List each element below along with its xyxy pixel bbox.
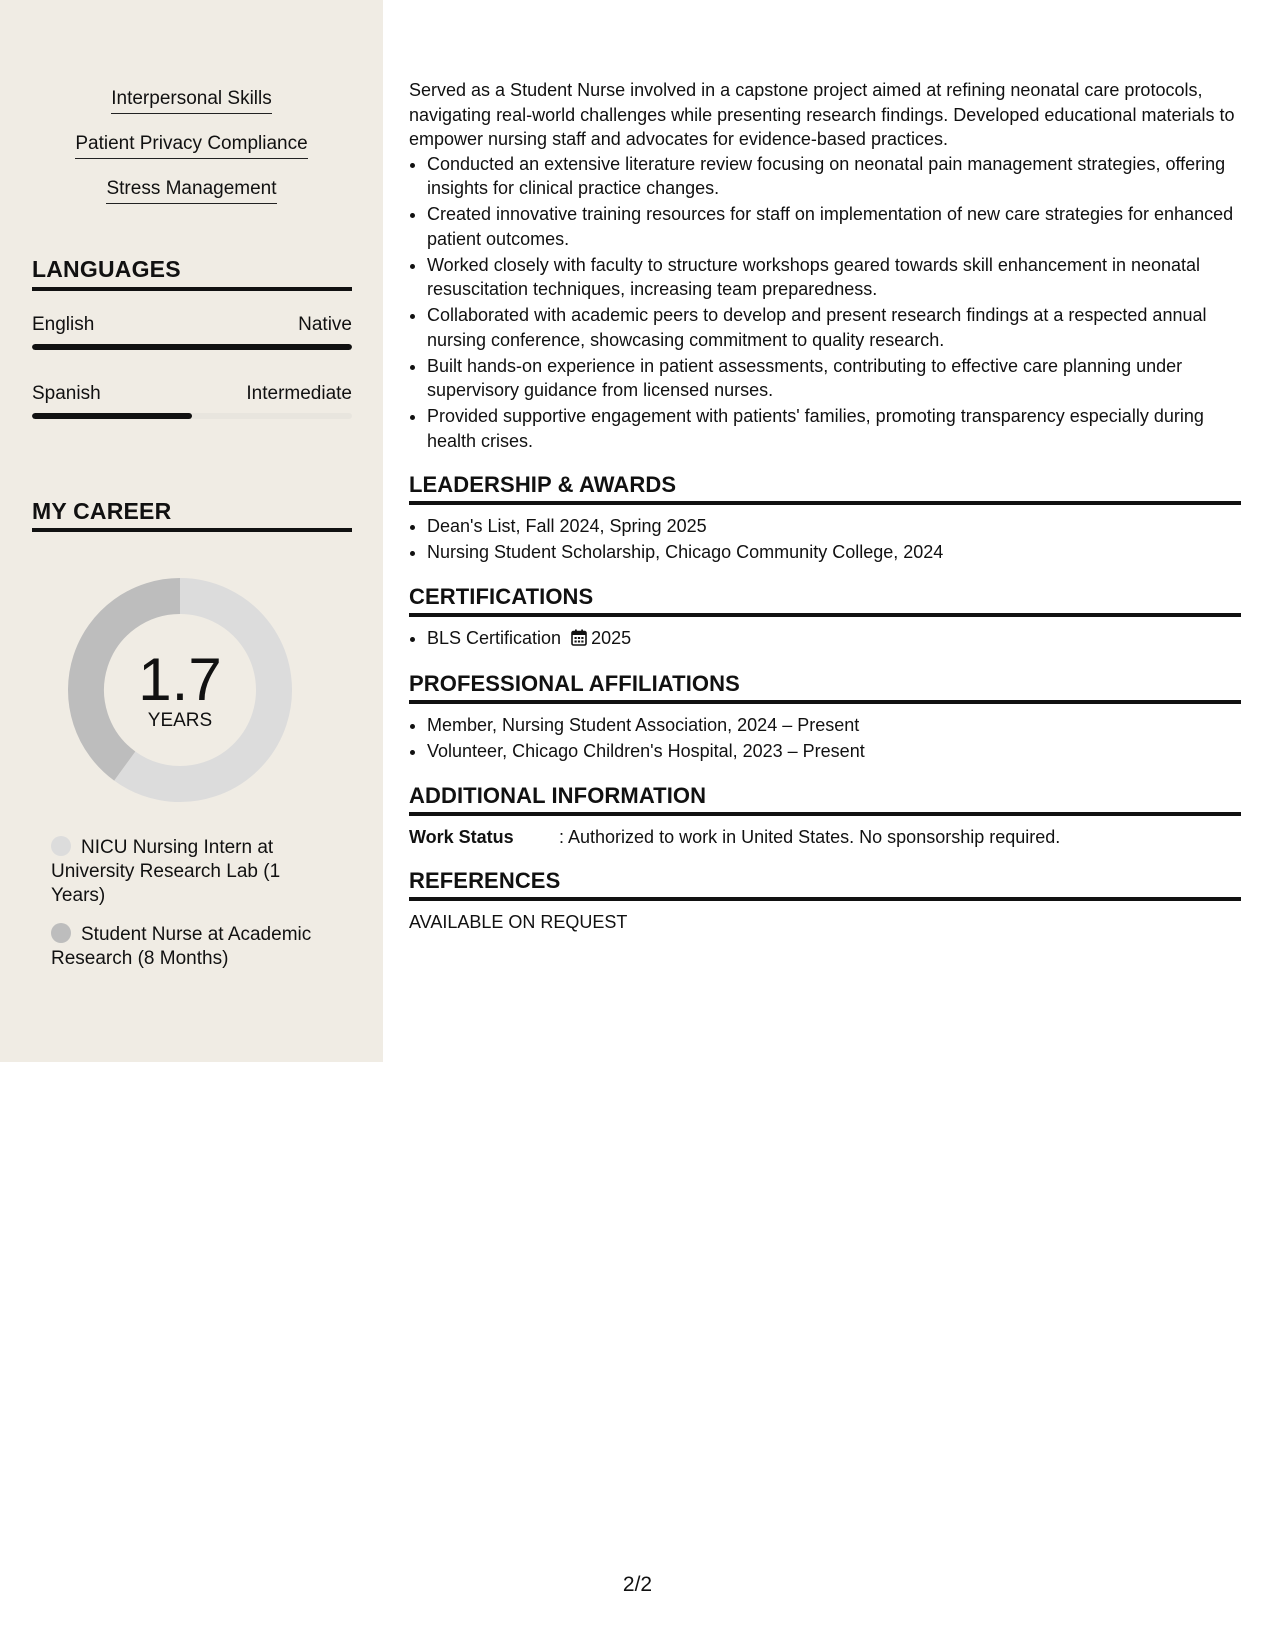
affiliations-heading: PROFESSIONAL AFFILIATIONS <box>409 670 1241 704</box>
career-legend-label: Student Nurse at Academic Research (8 Months) <box>51 924 312 969</box>
experience-bullet: • Conducted an extensive literature review focusing on neonatal pain management strategies, offering insights for clinical practice changes. <box>427 152 1241 201</box>
experience-intro: Served as a Student Nurse involved in a capstone project aimed at refining neonatal care protocols, navigating real-world challenges while presenting research findings. Developed educational materials to empower nursing staff and advocates for evidence-based practices. <box>409 80 1235 149</box>
language-level: Intermediate <box>246 383 352 404</box>
leadership-item: • Nursing Student Scholarship, Chicago Community College, 2024 <box>427 540 1241 565</box>
experience-bullets <box>409 152 1241 454</box>
calendar-icon <box>571 628 587 653</box>
experience-bullet: • Built hands-on experience in patient assessments, contributing to effective care planning under supervisory guidance from licensed nurses. <box>427 354 1241 403</box>
page-number: 2/2 <box>622 1573 653 1596</box>
career-legend-item <box>51 836 331 908</box>
language-row <box>32 382 352 406</box>
career-rule <box>32 528 352 532</box>
career-legend-item <box>51 923 331 971</box>
language-row <box>32 313 352 337</box>
language-bar <box>32 344 352 350</box>
languages-heading: LANGUAGES <box>32 256 181 282</box>
skill-item: Patient Privacy Compliance <box>75 131 307 159</box>
skills-list <box>0 86 383 221</box>
affiliation-item: • Member, Nursing Student Association, 2024 – Present <box>427 713 1241 738</box>
sidebar <box>0 0 383 1062</box>
leadership-list <box>409 514 1241 565</box>
language-bar-fill <box>32 413 192 419</box>
certification-name: BLS Certification <box>427 627 562 648</box>
work-status-label: Work Status <box>409 826 514 847</box>
skill-item: Interpersonal Skills <box>111 86 272 114</box>
experience-bullet: • Provided supportive engagement with patients' families, promoting transparency especially during health crises. <box>427 404 1241 453</box>
affiliations-list <box>409 713 1241 764</box>
career-total-unit: YEARS <box>147 710 213 731</box>
leadership-item: • Dean's List, Fall 2024, Spring 2025 <box>427 514 1241 539</box>
additional-info-heading: ADDITIONAL INFORMATION <box>409 782 1241 816</box>
certification-item <box>427 626 1241 653</box>
skill-item: Stress Management <box>106 176 276 204</box>
leadership-heading: LEADERSHIP & AWARDS <box>409 471 1241 505</box>
certifications-list <box>409 626 1241 653</box>
work-status-row <box>409 825 1241 849</box>
language-name: English <box>32 314 95 335</box>
references-text: AVAILABLE ON REQUEST <box>409 911 628 932</box>
work-status-value: : Authorized to work in United States. No sponsorship required. <box>559 826 1061 847</box>
career-legend-label: NICU Nursing Intern at University Research Lab (1 Years) <box>51 837 281 906</box>
certification-year: 2025 <box>591 627 632 648</box>
career-total-years: 1.7 <box>138 646 222 713</box>
legend-dot <box>51 836 71 856</box>
main-content <box>409 78 1241 934</box>
language-bar <box>32 413 352 419</box>
language-name: Spanish <box>32 383 101 404</box>
career-heading: MY CAREER <box>32 498 172 524</box>
affiliation-item: • Volunteer, Chicago Children's Hospital, 2023 – Present <box>427 739 1241 764</box>
certifications-heading: CERTIFICATIONS <box>409 583 1241 617</box>
languages-rule <box>32 287 352 291</box>
references-heading: REFERENCES <box>409 867 1241 901</box>
legend-dot <box>51 923 71 943</box>
experience-bullet: • Collaborated with academic peers to develop and present research findings at a respected annual nursing conference, showcasing commitment to quality research. <box>427 303 1241 352</box>
language-bar-fill <box>32 344 352 350</box>
experience-bullet: • Worked closely with faculty to structure workshops geared towards skill enhancement in neonatal resuscitation techniques, increasing team preparedness. <box>427 253 1241 302</box>
experience-bullet: • Created innovative training resources for staff on implementation of new care strategies for enhanced patient outcomes. <box>427 202 1241 251</box>
language-level: Native <box>298 314 352 335</box>
